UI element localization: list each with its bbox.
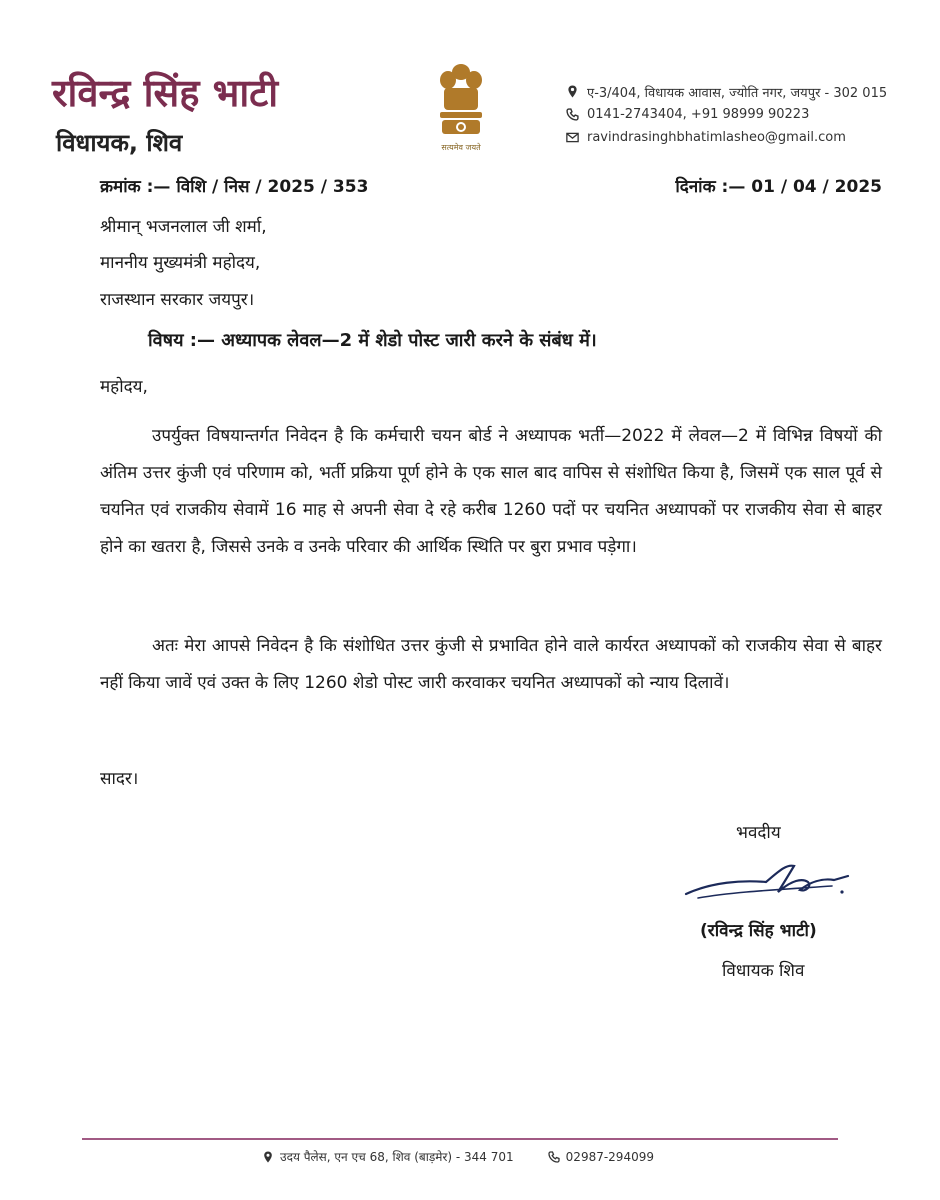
- contact-address: ए-3/404, विधायक आवास, ज्योति नगर, जयपुर - 302 015: [587, 85, 888, 101]
- contact-address-row: [566, 80, 887, 103]
- footer-phone: 02987-294099: [565, 1149, 654, 1164]
- signature-image: [682, 852, 852, 912]
- regards: भवदीय: [736, 823, 781, 843]
- letterhead-name: रविन्द्र सिंह भाटी: [52, 70, 279, 115]
- location-pin-icon: [262, 1151, 274, 1163]
- contact-block: [566, 80, 887, 149]
- phone-icon: [548, 1151, 560, 1163]
- phone-icon: [566, 108, 579, 121]
- contact-email-row: [566, 126, 887, 149]
- recipient-line-3: राजस्थान सरकार जयपुर।: [100, 290, 255, 310]
- signer-name: (रविन्द्र सिंह भाटी): [700, 921, 817, 941]
- national-emblem-icon: [432, 62, 490, 162]
- letter-subject: विषय :— अध्यापक लेवल—2 में शेडो पोस्ट जारी करने के संबंध में।: [148, 330, 597, 351]
- email-icon: [566, 131, 579, 144]
- emblem-motto: सत्यमेव जयते: [441, 143, 481, 152]
- closing: सादर।: [100, 769, 139, 789]
- footer: [262, 1148, 654, 1165]
- recipient-line-2: माननीय मुख्यमंत्री महोदय,: [100, 253, 261, 273]
- body-paragraph-1: उपर्युक्त विषयान्तर्गत निवेदन है कि कर्मचारी चयन बोर्ड ने अध्यापक भर्ती—2022 में लेवल—2 में विभिन्न विषयों की अंतिम उत्तर कुंजी एवं परिणाम को, भर्ती प्रक्रिया पूर्ण होने के एक साल बाद वापिस से संशोधित किया है, जिसमें एक साल पूर्व से चयनित एवं राजकीय सेवामें 16 माह से अपनी सेवा दे रहे करीब 1260 पदों पर चयनित अध्यापकों पर राजकीय सेवा से बाहर होने का खतरा है, जिससे उनके व उनके परिवार की आर्थिक स्थिति पर बुरा प्रभाव पड़ेगा।: [100, 426, 882, 557]
- reference-number: क्रमांक :— विशि / निस / 2025 / 353: [100, 177, 369, 197]
- salutation: महोदय,: [100, 377, 148, 397]
- letter-date: दिनांक :— 01 / 04 / 2025: [675, 177, 882, 197]
- letterhead-designation: विधायक, शिव: [56, 129, 183, 157]
- contact-phone-row: [566, 103, 887, 126]
- body-paragraph-2: अतः मेरा आपसे निवेदन है कि संशोधित उत्तर कुंजी से प्रभावित होने वाले कार्यरत अध्यापकों को राजकीय सेवा से बाहर नहीं किया जावें एवं उक्त के लिए 1260 शेडो पोस्ट जारी करवाकर चयनित अध्यापकों को न्याय दिलावें।: [100, 636, 882, 693]
- footer-address: उदय पैलेस, एन एच 68, शिव (बाड़मेर) - 344 701: [280, 1150, 514, 1164]
- location-pin-icon: [566, 85, 579, 98]
- signer-designation: विधायक शिव: [722, 961, 805, 981]
- contact-email[interactable]: ravindrasinghbhatimlasheo@gmail.com: [587, 130, 846, 145]
- footer-divider: [82, 1138, 838, 1140]
- recipient-line-1: श्रीमान् भजनलाल जी शर्मा,: [100, 217, 267, 237]
- contact-phone: 0141-2743404, +91 98999 90223: [587, 107, 810, 122]
